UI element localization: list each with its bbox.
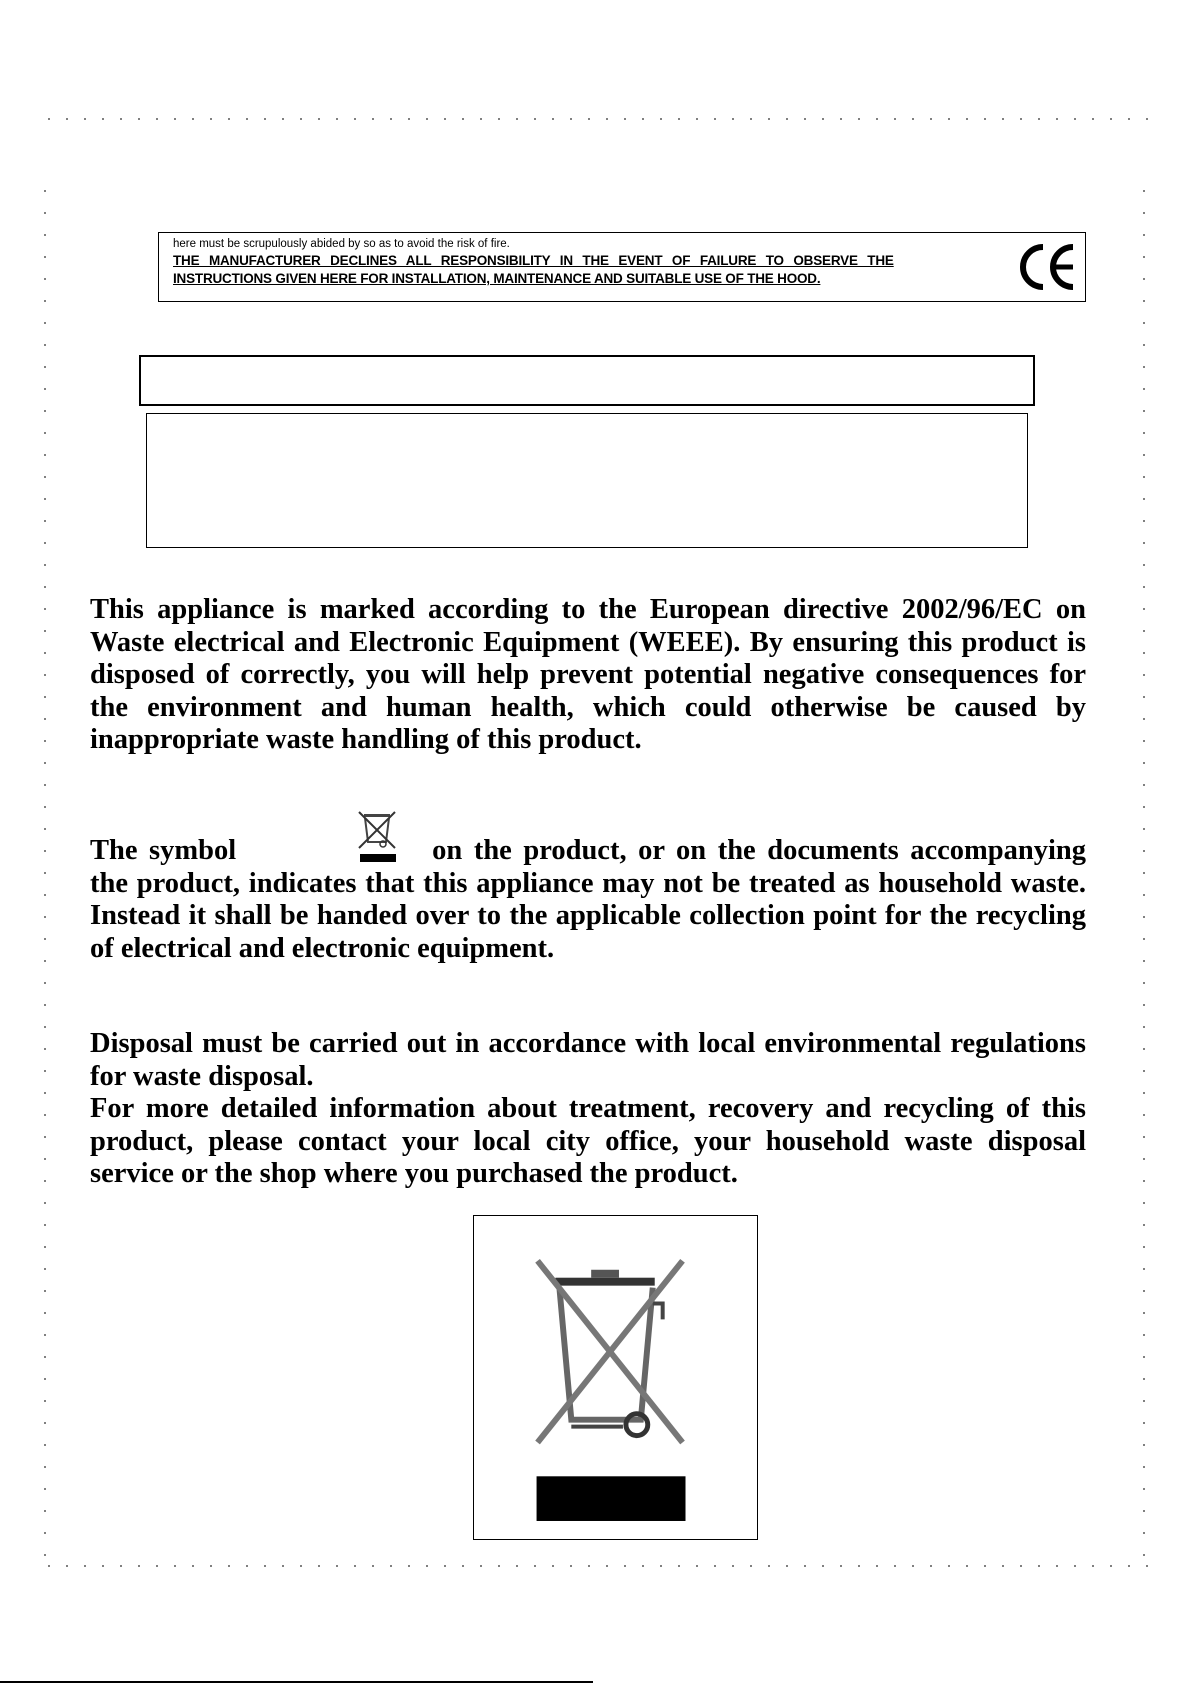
weee-symbol-frame [473,1215,758,1540]
warning-line-2: THE MANUFACTURER DECLINES ALL RESPONSIBILITY IN THE EVENT OF FAILURE TO OBSERVE THE [173,253,894,268]
ce-mark-icon [1015,241,1079,293]
paragraph-disposal: Disposal must be carried out in accordance with local environmental regulations for waste disposal. [90,1028,1086,1092]
warning-line-1: here must be scrupulously abided by so as to avoid the risk of fire. [173,238,510,250]
paragraph-weee-directive: This appliance is marked according to the European directive 2002/96/EC on Waste electrical and Electronic Equipment (WEEE). By ensuring this product is disposed of correctly, you will help prevent potential negative consequences for the environment and human health, which could otherwise be caused by inappropriate waste handling of this product. [90,594,1086,755]
crossed-bin-icon [474,1216,757,1539]
empty-frame-1 [139,355,1035,406]
crop-marks-top [40,118,1160,120]
crossed-bin-icon [350,808,406,864]
warning-box [158,232,1086,302]
paragraph-symbol [90,835,1086,965]
symbol-description-text: on the product, or on the documents accompanying the product, indicates that this appliance may not be treated as household waste. Instead it shall be handed over to the applicable collection point for the recycling of electrical and electronic equipment. [90,835,1086,964]
bottom-rule [0,1681,593,1683]
paragraph-more-info: For more detailed information about treatment, recovery and recycling of this product, please contact your local city office, your household waste disposal service or the shop where you purchased the product. [90,1093,1086,1189]
crop-marks-right [1143,180,1145,1560]
warning-line-3: INSTRUCTIONS GIVEN HERE FOR INSTALLATION, MAINTENANCE AND SUITABLE USE OF THE HOOD. [173,271,821,286]
crop-marks-bottom [40,1565,1160,1567]
empty-frame-2 [146,413,1028,548]
symbol-intro-text: The symbol [90,835,237,866]
crop-marks-left [44,180,46,1560]
